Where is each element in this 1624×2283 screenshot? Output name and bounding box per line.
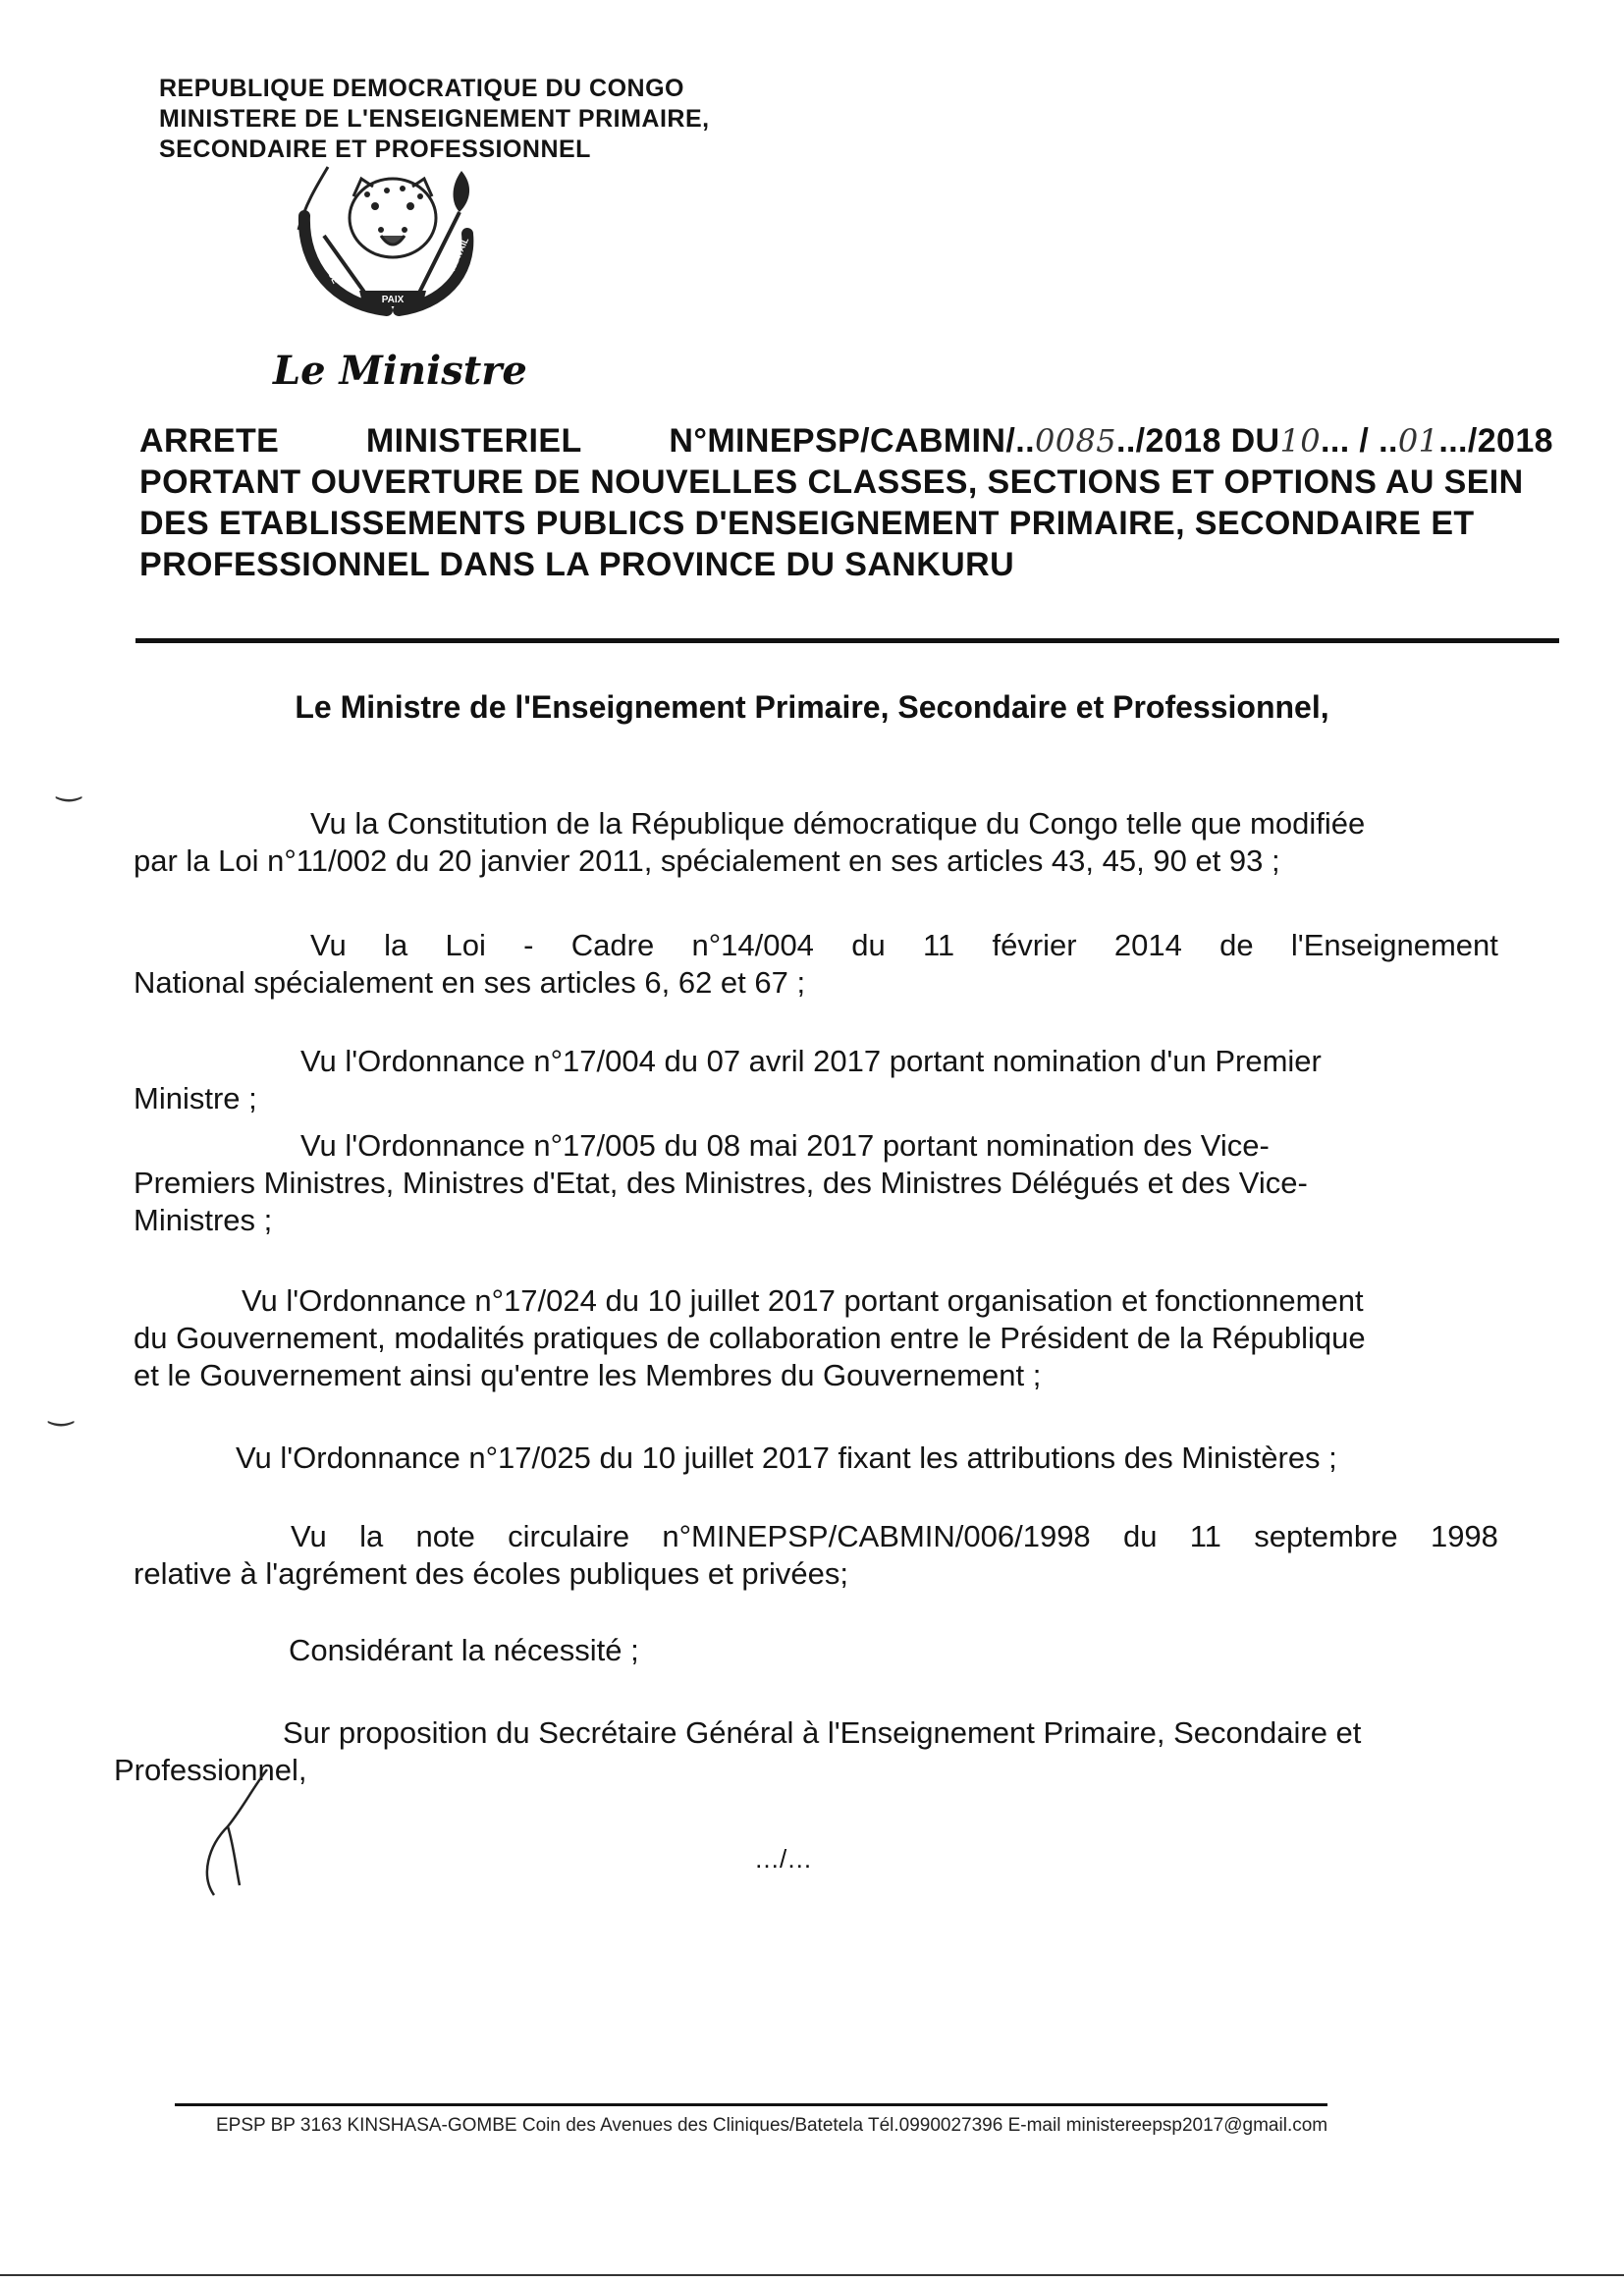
visa-ordonnance-17-004 [134, 1043, 1498, 1117]
visa-word: la [384, 928, 408, 962]
title-date-year: .../2018 [1438, 422, 1553, 460]
visa-line: Sur proposition du Secrétaire Général à l'Enseignement Primaire, Secondaire et [283, 1715, 1362, 1750]
title-date-sep: ... / .. [1321, 422, 1398, 460]
visa-word: septembre [1254, 1519, 1398, 1553]
visa-line: National spécialement en ses articles 6, 62 et 67 ; [134, 965, 806, 1000]
visa-line: du Gouvernement, modalités pratiques de collaboration entre le Président de la République [134, 1321, 1366, 1355]
visa-word: la [359, 1519, 384, 1553]
title-reference [669, 420, 1553, 462]
motto-right: TRAVAIL [446, 236, 471, 274]
considerant [134, 1632, 1498, 1669]
visa-word: du [851, 928, 886, 962]
visa-ordonnance-17-025 [134, 1440, 1498, 1477]
visa-word: Vu [291, 1519, 327, 1553]
decree-title [139, 420, 1553, 585]
visa-line: Vu l'Ordonnance n°17/025 du 10 juillet 2017 fixant les attributions des Ministères ; [236, 1440, 1337, 1475]
margin-mark-icon: ‿ [57, 769, 81, 801]
page-continuation: …/… [754, 1844, 813, 1874]
visa-word: - [523, 928, 534, 962]
visa-word: Vu [310, 928, 347, 962]
visa-line: Professionnel, [114, 1753, 307, 1787]
visa-line: Vu l'Ordonnance n°17/024 du 10 juillet 2017 portant organisation et fonctionnement [242, 1283, 1364, 1318]
header-country: REPUBLIQUE DEMOCRATIQUE DU CONGO [159, 75, 684, 102]
page-bottom-edge [0, 2274, 1624, 2276]
visa-note-circulaire [134, 1518, 1498, 1593]
title-line-3: DES ETABLISSEMENTS PUBLICS D'ENSEIGNEMENT PRIMAIRE, SECONDAIRE ET [139, 505, 1475, 542]
visa-word: 2014 [1113, 928, 1182, 962]
motto-left: JUSTICE [314, 247, 341, 286]
visa-line: relative à l'agrément des écoles publiques et privées; [134, 1556, 848, 1591]
visa-word: circulaire [508, 1519, 630, 1553]
visa-line-justified [134, 1518, 1498, 1555]
visa-word: n°14/004 [691, 928, 814, 962]
visa-word: n°MINEPSP/CABMIN/006/1998 [662, 1519, 1091, 1553]
visa-line-justified [134, 927, 1498, 964]
visa-word: 11 [1189, 1519, 1221, 1553]
visa-word: 1998 [1430, 1519, 1498, 1553]
issuer-heading: Le Ministre de l'Enseignement Primaire, Secondaire et Professionnel, [295, 689, 1329, 725]
visa-line: Vu la Constitution de la République démocratique du Congo telle que modifiée [310, 806, 1366, 841]
title-line-2: PORTANT OUVERTURE DE NOUVELLES CLASSES, SECTIONS ET OPTIONS AU SEIN [139, 463, 1524, 501]
title-word-arrete: ARRETE [139, 422, 280, 460]
visa-line: Considérant la nécessité ; [289, 1633, 639, 1667]
title-word-ministeriel: MINISTERIEL [365, 422, 582, 460]
visa-line: Ministres ; [134, 1203, 273, 1237]
visa-word: Cadre [570, 928, 655, 962]
visa-line: et le Gouvernement ainsi qu'entre les Membres du Gouvernement ; [134, 1358, 1042, 1392]
visa-line: Ministre ; [134, 1081, 257, 1115]
sur-proposition [114, 1714, 1498, 1789]
visa-line: Vu l'Ordonnance n°17/005 du 08 mai 2017 portant nomination des Vice- [300, 1128, 1270, 1163]
header-ministry-line1: MINISTERE DE L'ENSEIGNEMENT PRIMAIRE, [159, 105, 710, 133]
visa-word: Loi [445, 928, 486, 962]
visa-line: Vu l'Ordonnance n°17/004 du 07 avril 2017 portant nomination d'un Premier [300, 1044, 1322, 1078]
visa-word: l'Enseignement [1290, 928, 1498, 962]
visa-line: par la Loi n°11/002 du 20 janvier 2011, spécialement en ses articles 43, 45, 90 et 93 ; [134, 843, 1280, 878]
title-line-4: PROFESSIONNEL DANS LA PROVINCE DU SANKURU [139, 546, 1015, 583]
header-ministry-line2: SECONDAIRE ET PROFESSIONNEL [159, 136, 591, 163]
visa-word: 11 [922, 928, 955, 962]
visa-ordonnance-17-024 [134, 1282, 1498, 1394]
visa-ordonnance-17-005 [134, 1127, 1498, 1239]
footer-address: EPSP BP 3163 KINSHASA-GOMBE Coin des Avenues des Cliniques/Batetela Tél.0990027396 E-mail ministereepsp2017@gmail.com [216, 2115, 1328, 2136]
title-ref-prefix: N°MINEPSP/CABMIN/.. [669, 422, 1035, 460]
visa-constitution [134, 805, 1498, 880]
title-ref-year: ../2018 DU [1115, 422, 1280, 460]
visa-line: Premiers Ministres, Ministres d'Etat, des Ministres, des Ministres Délégués et des Vice- [134, 1166, 1308, 1200]
title-line-1 [139, 420, 1553, 462]
signature-title: Le Ministre [273, 348, 527, 394]
visa-loi-cadre [134, 927, 1498, 1002]
handwritten-month: 01 [1397, 422, 1439, 460]
title-divider [135, 638, 1559, 643]
visa-word: note [415, 1519, 475, 1553]
handwritten-day: 10 [1279, 422, 1322, 460]
footer-divider [175, 2103, 1327, 2106]
visa-word: février [992, 928, 1077, 962]
handwritten-number: 0085 [1034, 422, 1116, 460]
initials-scribble-icon [185, 1767, 273, 1905]
motto-bottom: PAIX [381, 295, 405, 305]
visa-word: de [1219, 928, 1254, 962]
margin-mark-icon: ‿ [49, 1393, 74, 1426]
visa-word: du [1122, 1519, 1158, 1553]
coat-of-arms-icon [265, 157, 520, 334]
